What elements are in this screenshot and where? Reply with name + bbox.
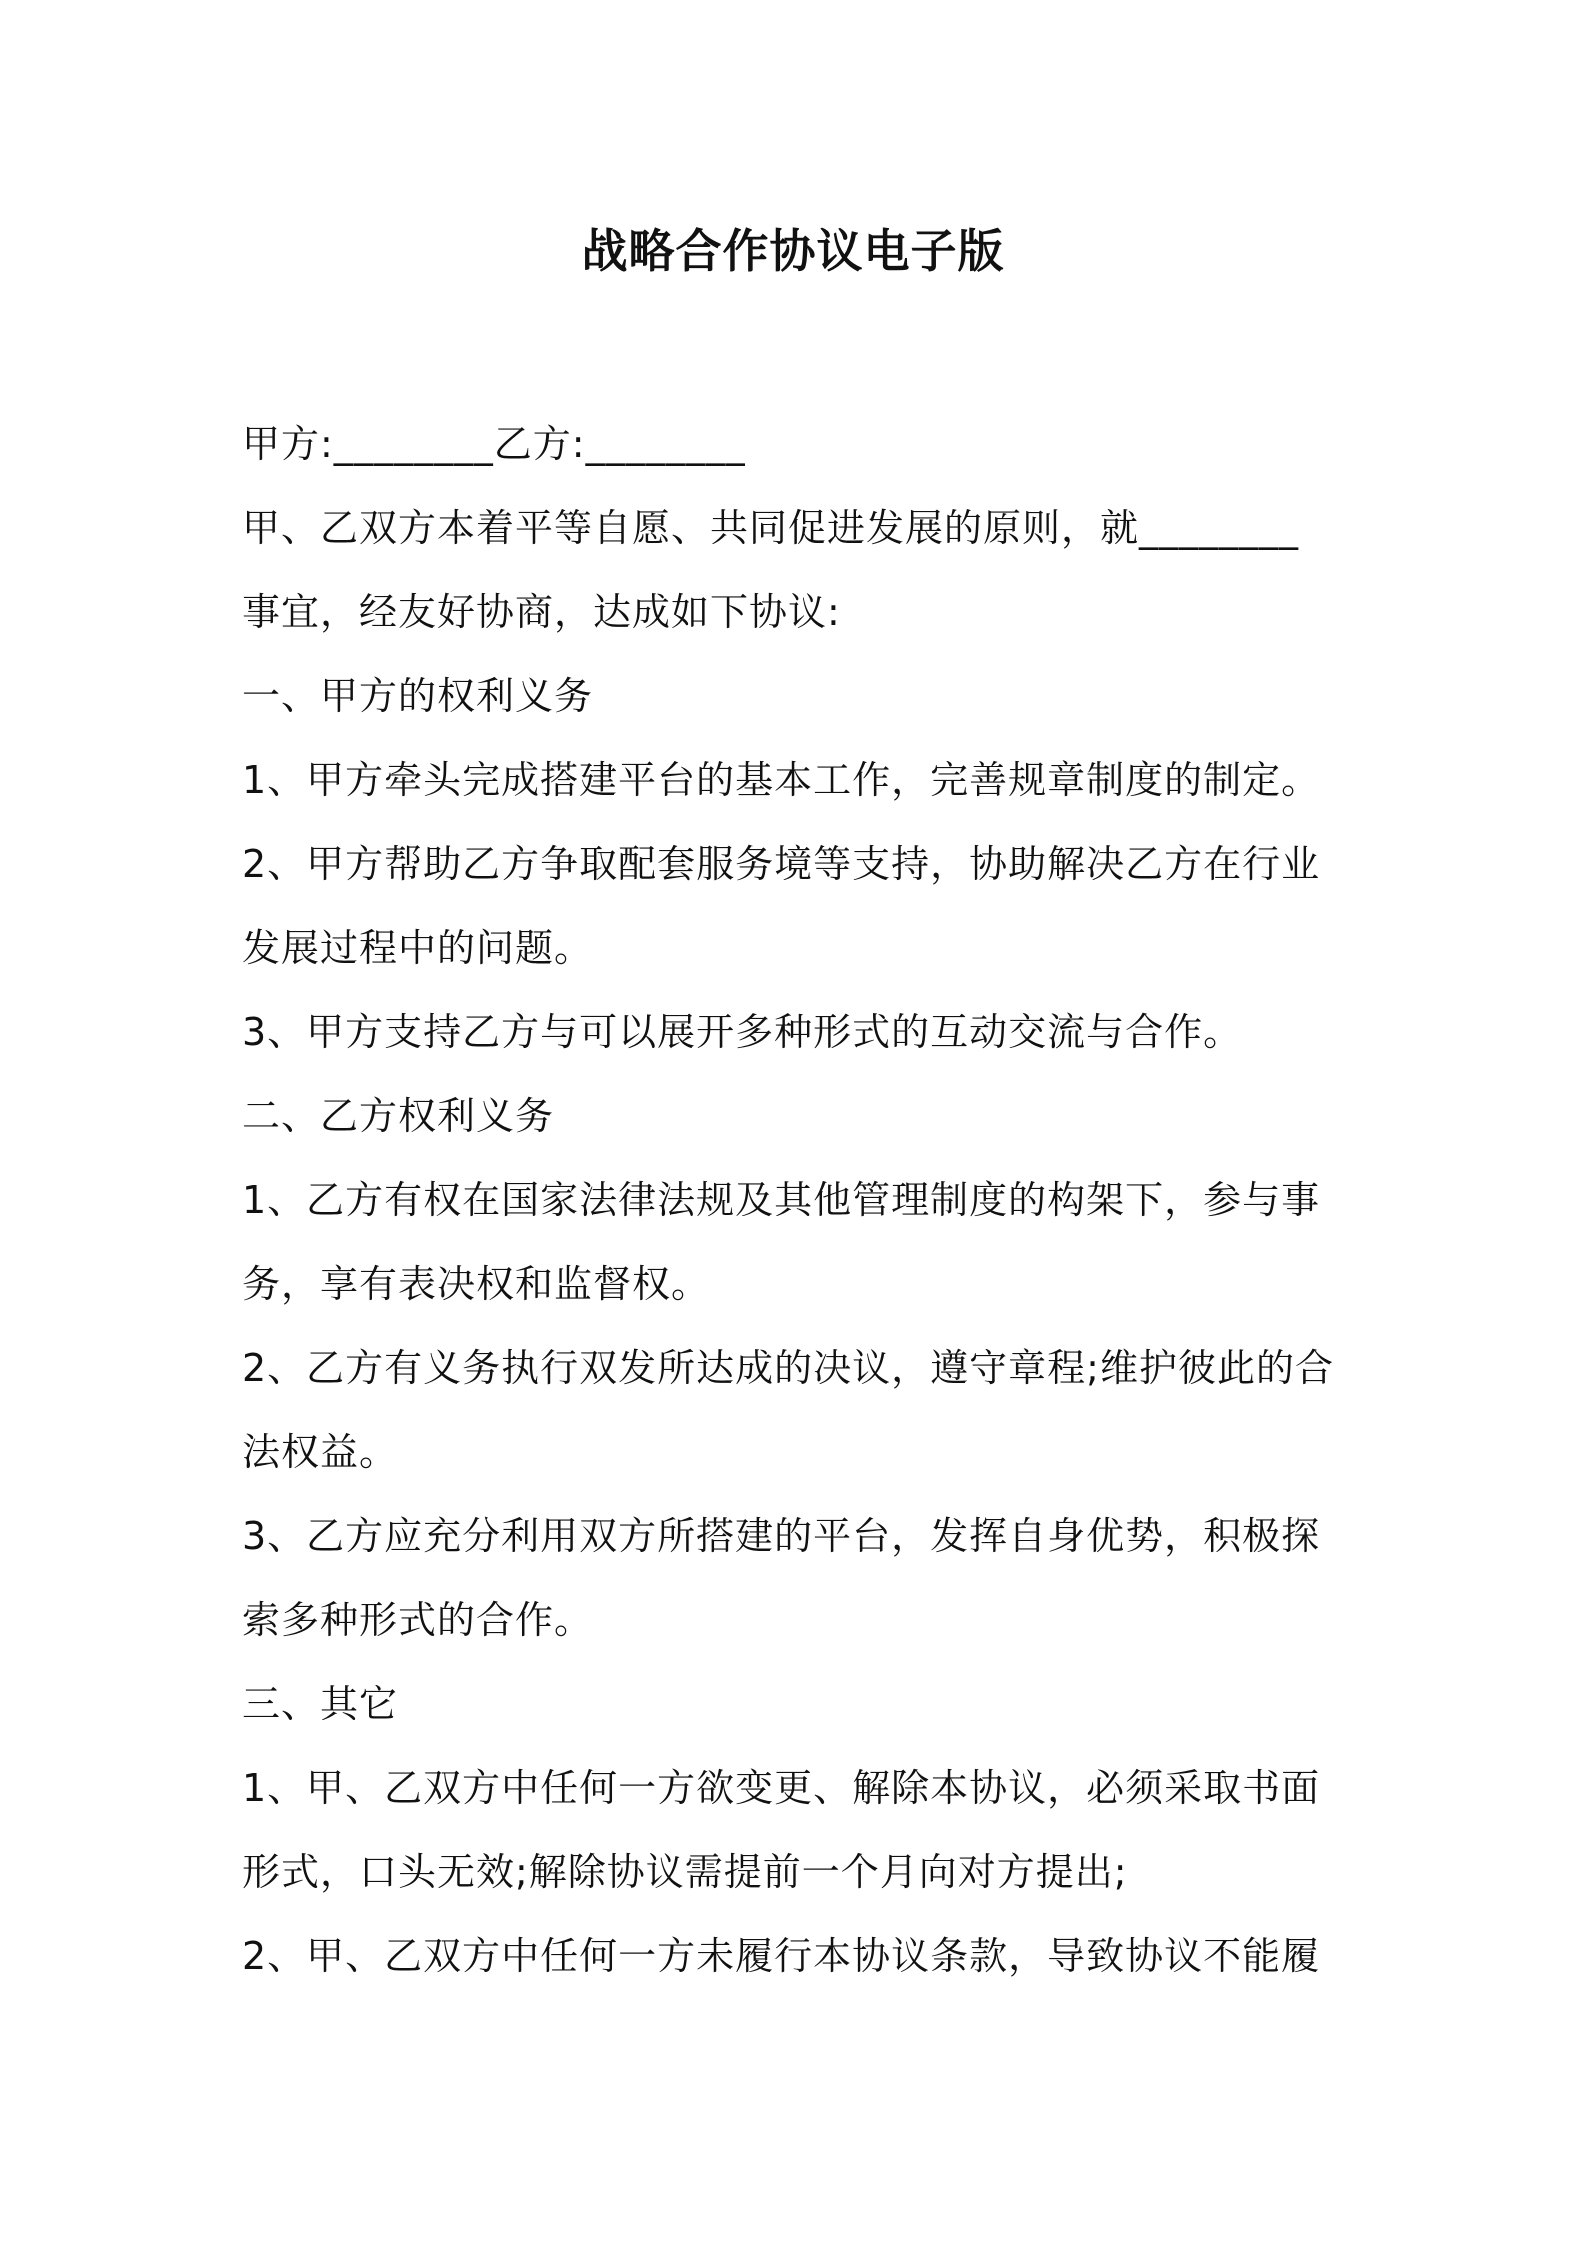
section-heading-other: 三、其它: [242, 1682, 399, 1726]
parties-line: 甲方:________乙方:________: [242, 422, 746, 466]
clause-a1: 1、甲方牵头完成搭建平台的基本工作，完善规章制度的制定。: [242, 758, 1321, 802]
document-body: [242, 402, 1352, 1998]
document-title: 战略合作协议电子版: [581, 224, 1005, 278]
clause-a2-line-2: 发展过程中的问题。: [242, 926, 594, 970]
clause-c2-line-1: 2、甲、乙双方中任何一方未履行本协议条款，导致协议不能履: [242, 1934, 1321, 1978]
clause-b1-line-2: 务，享有表决权和监督权。: [242, 1262, 711, 1306]
section-heading-party-a: 一、甲方的权利义务: [242, 674, 594, 718]
clause-c1-line-1: 1、甲、乙双方中任何一方欲变更、解除本协议，必须采取书面: [242, 1766, 1321, 1810]
clause-c1-line-2: 形式，口头无效;解除协议需提前一个月向对方提出;: [242, 1850, 1128, 1894]
clause-b3-line-1: 3、乙方应充分利用双方所搭建的平台，发挥自身优势，积极探: [242, 1514, 1321, 1558]
preamble-line-2: 事宜，经友好协商，达成如下协议:: [242, 590, 841, 634]
clause-a3: 3、甲方支持乙方与可以展开多种形式的互动交流与合作。: [242, 1010, 1243, 1054]
section-heading-party-b: 二、乙方权利义务: [242, 1094, 555, 1138]
clause-b2-line-2: 法权益。: [242, 1430, 399, 1474]
clause-a2-line-1: 2、甲方帮助乙方争取配套服务境等支持，协助解决乙方在行业: [242, 842, 1321, 886]
clause-b3-line-2: 索多种形式的合作。: [242, 1598, 594, 1642]
preamble-line-1: 甲、乙双方本着平等自愿、共同促进发展的原则，就________: [242, 506, 1300, 550]
clause-b1-line-1: 1、乙方有权在国家法律法规及其他管理制度的构架下，参与事: [242, 1178, 1321, 1222]
clause-b2-line-1: 2、乙方有义务执行双发所达成的决议，遵守章程;维护彼此的合: [242, 1346, 1334, 1390]
